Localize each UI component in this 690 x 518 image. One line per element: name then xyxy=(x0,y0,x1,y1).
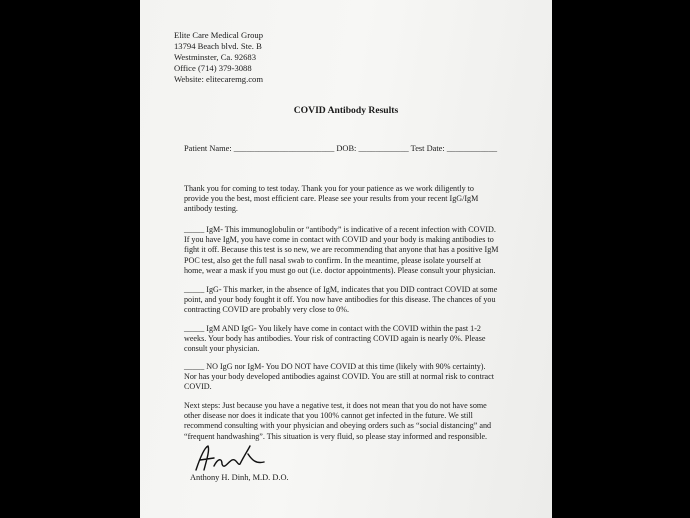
text-line: COVID. xyxy=(184,382,212,392)
patient-fields: Patient Name: ________________________ DOB: ____________ Test Date: ____________ xyxy=(184,144,498,153)
text-line: consult your physician. xyxy=(184,344,260,354)
text-line: antibody testing. xyxy=(184,204,238,214)
signature-image xyxy=(190,440,268,476)
text-line: provide you the best, most efficient care. Please see your results from your recent IgG/IgM xyxy=(184,194,479,204)
text-line: _____ IgM AND IgG- You likely have come in contact with the COVID within the past 1-2 xyxy=(184,324,481,333)
text-line: Thank you for coming to test today. Thank you for your patience as we work diligently to xyxy=(184,184,474,193)
negative-paragraph xyxy=(184,362,539,393)
signer-name: Anthony H. Dinh, M.D. D.O. xyxy=(190,473,289,482)
text-line: contracting COVID are probably very close to 0%. xyxy=(184,305,349,315)
text-line: Nor has your body developed antibodies against COVID. You are still at normal risk to contract xyxy=(184,372,494,382)
clinic-city: Westminster, Ca. 92683 xyxy=(174,52,257,62)
clinic-website: Website: elitecaremg.com xyxy=(174,74,264,84)
text-line: home, wear a mask if you must go out (i.e. doctor appointments). Please consult your physician. xyxy=(184,265,496,275)
text-line: weeks. Your body has antibodies. Your risk of contracting COVID again is nearly 0%. Please xyxy=(184,334,486,344)
text-line: _____ IgG- This marker, in the absence of IgM, indicates that you DID contract COVID at some xyxy=(184,285,498,294)
text-line: _____ NO IgG nor IgM- You DO NOT have COVID at this time (likely with 90% certainty). xyxy=(184,362,486,371)
text-line: “frequent handwashing”. This situation is very fluid, so please stay informed and responsible. xyxy=(184,431,488,441)
document-title: COVID Antibody Results xyxy=(293,105,399,116)
next-steps-paragraph xyxy=(184,401,539,442)
text-line: point, and your body fought it off. You now have antibodies for this disease. The chances of you xyxy=(184,295,496,305)
clinic-address: 13794 Beach blvd. Ste. B xyxy=(174,41,262,51)
clinic-name: Elite Care Medical Group xyxy=(174,30,264,40)
igg-paragraph xyxy=(184,285,539,316)
text-line: other disease nor does it indicate that you 100% cannot get infected in the future. We still xyxy=(184,411,473,421)
text-line: Next steps: Just because you have a negative test, it does not mean that you do not have some xyxy=(184,401,487,410)
text-line: _____ IgM- This immunoglobulin or “antibody” is indicative of a recent infection with COVID. xyxy=(184,225,496,234)
text-line: recommend consulting with your physician and obeying orders such as “social distancing” and xyxy=(184,421,492,431)
igm-igg-paragraph xyxy=(184,324,539,355)
text-line: fight it off. Because this test is so new, we are recommending that anyone that has a positive IgM xyxy=(184,245,499,255)
text-line: POC test, also get the full nasal swab to confirm. In the meantime, please isolate yourself at xyxy=(184,255,481,265)
document-page xyxy=(140,0,552,518)
intro-paragraph xyxy=(184,184,539,215)
text-line: If you have IgM, you have come in contact with COVID and your body is making antibodies to xyxy=(184,235,494,245)
igm-paragraph xyxy=(184,225,539,276)
clinic-phone: Office (714) 379-3088 xyxy=(174,63,252,73)
